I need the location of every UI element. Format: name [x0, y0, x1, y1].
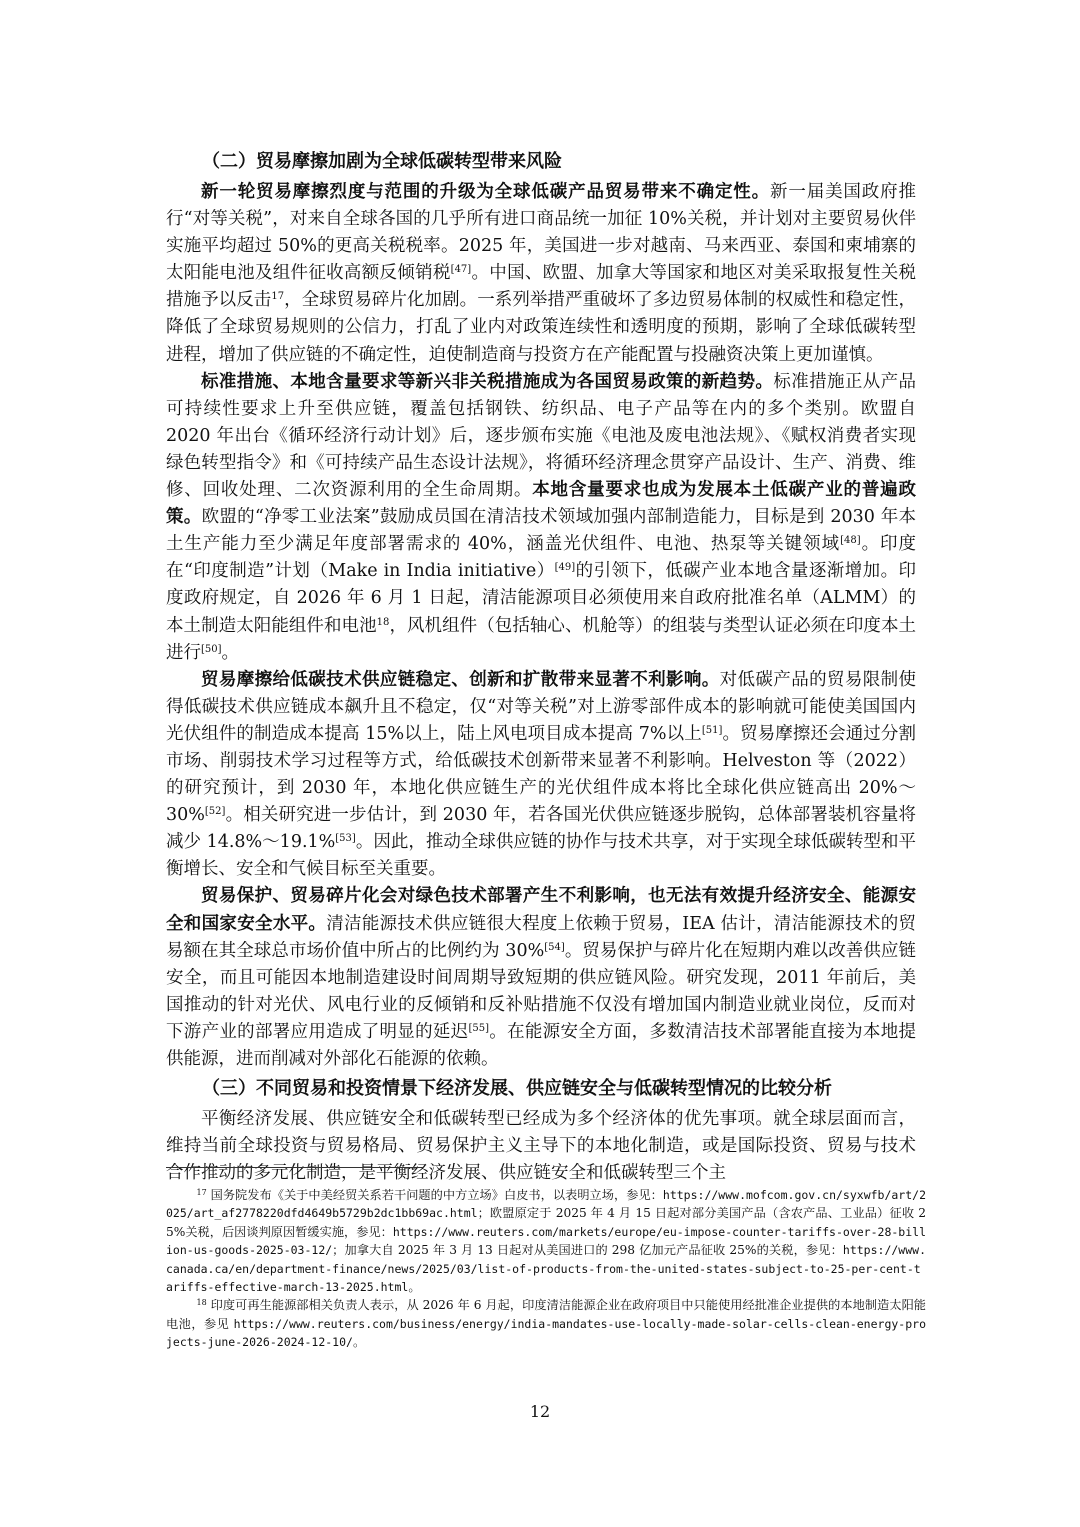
- paragraph-text: 清洁能源技术供应链很大程度上依赖于贸易，IEA 估计，清洁能源技术的贸易额在其全球总市场价值中所占的比例约为 30%: [166, 913, 917, 961]
- citation-ref: [53]: [335, 833, 356, 845]
- paragraph-text: 。因此，推动全球供应链的协作与技术共享，对于实现全球低碳转型和平衡增长、安全和气候目标至关重要。: [166, 832, 916, 880]
- footnote-text: 。: [408, 1280, 421, 1295]
- paragraph-text: 对低碳产品的贸易限制使得低碳技术供应链成本飙升且不稳定，仅“对等关税”对上游零部件成本的影响就可能使美国国内光伏组件的制造成本提高 15%以上，陆上风电项目成本提高 7%以上: [166, 669, 917, 744]
- paragraph-trade-protection: [166, 883, 916, 1073]
- paragraph-text: 的引领下，低碳产业本地含量逐渐增加。印度政府规定，自 2026 年 6 月 1 日起，清洁能源项目必须使用来自政府批准名单（ALMM）的本土制造太阳能组件和电池: [166, 561, 917, 636]
- footnote-ref: 17: [271, 291, 285, 303]
- footnote-url[interactable]: https://www.mofcom.gov.cn/syxwfb/art/2025/art_af2778220dfd4649b5729b2dc1bb69ac.html: [166, 1188, 927, 1221]
- paragraph-text: ，风机组件（包括轴心、机舱等）的组装与类型认证必须在印度本土进行: [166, 615, 917, 663]
- footnote-18: [166, 1296, 926, 1351]
- paragraph-text: 新一届美国政府推行“对等关税”，对来自全球各国的几乎所有进口商品统一加征 10%关税，并计划对主要贸易伙伴实施平均超过 50%的更高关税税率。2025 年，美国进一步对越南、马来西亚、泰国和柬埔寨的太阳能电池及组件征收高额反倾销税: [166, 182, 917, 284]
- bold-lead: 贸易保护、贸易碎片化会对绿色技术部署产生不利影响，也无法有效提升经济安全、能源安全和国家安全水平。: [166, 886, 916, 934]
- paragraph-text: 。相关研究进一步估计，到 2030 年，若各国光伏供应链逐步脱钩，总体部署装机容量将减少 14.8%～19.1%: [166, 805, 916, 853]
- bold-lead: 贸易摩擦给低碳技术供应链稳定、创新和扩散带来显著不利影响。: [201, 669, 720, 690]
- footnote-url[interactable]: https://www.reuters.com/markets/europe/eu-impose-counter-tariffs-over-28-billion-us-goods-2025-03-12/: [166, 1224, 926, 1258]
- footnote-mark: 17: [196, 1188, 207, 1197]
- paragraph-text: 欧盟的“净零工业法案”鼓励成员国在清洁技术领域加强内部制造能力，目标是到 2030 年本土生产能力至少满足年度部署需求的 40%，涵盖光伏组件、电池、热泵等关键领域: [166, 507, 916, 555]
- footnote-17: [166, 1186, 926, 1296]
- paragraph-text: 。印度在“印度制造”计划（Make in India initiative）: [166, 534, 916, 582]
- paragraph-supply-chain-impact: [166, 667, 916, 884]
- footnote-text: 印度可再生能源部相关负责人表示，从 2026 年 6 月起，印度清洁能源企业在政府项目中只能使用经批准企业提供的本地制造太阳能电池，参见: [166, 1298, 926, 1331]
- footnote-text: ；欧盟原定于 2025 年 4 月 15 日起对部分美国产品（含农产品、工业品）征收 25%关税，后因谈判原因暂缓实施，参见：: [166, 1206, 926, 1239]
- footnote-text: 国务院发布《关于中美经贸关系若干问题的中方立场》白皮书，以表明立场，参见：: [210, 1188, 663, 1202]
- section-heading-3: （三）不同贸易和投资情景下经济发展、供应链安全与低碳转型情况的比较分析: [202, 1078, 832, 1100]
- footnote-divider: [166, 1167, 424, 1168]
- citation-ref: [48]: [840, 535, 861, 547]
- citation-ref: [54]: [544, 941, 565, 953]
- footnote-text: 。: [352, 1335, 366, 1350]
- footnote-url[interactable]: https://www.canada.ca/en/department-finance/news/2025/03/list-of-products-from-the-united-states-subject-to-25-per-cent-tariffs-effective-march-13-2025.html: [166, 1243, 926, 1295]
- footnotes: [166, 1186, 926, 1352]
- page-number: 12: [529, 1402, 551, 1421]
- footnote-text: ；加拿大自 2025 年 3 月 13 日起对从美国进口的 298 亿加元产品征收 25%的关税，参见：: [332, 1243, 843, 1258]
- paragraph-trade-friction: [166, 179, 916, 369]
- citation-ref: [51]: [701, 724, 723, 736]
- paragraph-text: 标准措施正从产品可持续性要求上升至供应链，覆盖包括钢铁、纺织品、电子产品等在内的多个类别。欧盟自 2020 年出台《循环经济行动计划》后，逐步颁布实施《电池及废电池法规》、《赋权消费者实现绿色转型指令》和《可持续产品生态设计法规》，将循环经济理念贯穿产品设计、生产、消费、维修、回收处理、二次资源利用的全生命周期。: [166, 371, 917, 501]
- citation-ref: [52]: [204, 806, 226, 818]
- paragraph-scenario-comparison: 平衡经济发展、供应链安全和低碳转型已经成为多个经济体的优先事项。就全球层面而言，维持当前全球投资与贸易格局、贸易保护主义主导下的本地化制造，或是国际投资、贸易与技术合作推动的多元化制造，是平衡经济发展、供应链安全和低碳转型三个主: [166, 1109, 916, 1184]
- bold-lead: 标准措施、本地含量要求等新兴非关税措施成为各国贸易政策的新趋势。: [201, 371, 774, 392]
- footnote-url[interactable]: https://www.reuters.com/business/energy/india-mandates-use-locally-made-solar-cells-clean-energy-projects-june-2026-2024-12-10/: [166, 1316, 926, 1350]
- bold-lead: 新一轮贸易摩擦烈度与范围的升级为全球低碳产品贸易带来不确定性。: [201, 182, 771, 202]
- main-content: [166, 148, 916, 1187]
- bold-lead: 本地含量要求也成为发展本土低碳产业的普遍政策。: [166, 480, 916, 528]
- paragraph-text: 。贸易摩擦还会通过分割市场、削弱技术学习过程等方式，给低碳技术创新带来显著不利影响。Helveston 等（2022）的研究预计，到 2030 年，本地化供应链生产的光伏组件成本将比全球化供应链高出 20%～30%: [166, 723, 916, 826]
- citation-ref: [49]: [554, 562, 576, 574]
- paragraph-text: 。中国、欧盟、加拿大等国家和地区对美采取报复性关税措施予以反击: [166, 263, 916, 311]
- paragraph-text: 。贸易保护与碎片化在短期内难以改善供应链安全，而且可能因本地制造建设时间周期导致短期的供应链风险。研究发现，2011 年前后，美国推动的针对光伏、风电行业的反倾销和反补贴措施不仅没有增加国内制造业就业岗位，反而对下游产业的部署应用造成了明显的延迟: [166, 940, 916, 1042]
- section-heading-2: （二）贸易摩擦加剧为全球低碳转型带来风险: [202, 151, 562, 172]
- citation-ref: [47]: [450, 264, 472, 276]
- paragraph-text: 。在能源安全方面，多数清洁技术部署能直接为本地提供能源，进而削减对外部化石能源的依赖。: [166, 1021, 917, 1069]
- paragraph-non-tariff-measures: [166, 369, 916, 667]
- paragraph-text: ，全球贸易碎片化加剧。一系列举措严重破坏了多边贸易体制的权威性和稳定性，降低了全球贸易规则的公信力，打乱了业内对政策连续性和透明度的预期，影响了全球低碳转型进程，增加了供应链的不确定性，迫使制造商与投资方在产能配置与投融资决策上更加谨慎。: [166, 290, 917, 365]
- paragraph-text: 。: [221, 642, 240, 663]
- citation-ref: [55]: [468, 1022, 489, 1034]
- citation-ref: [50]: [201, 643, 222, 655]
- footnote-mark: 18: [196, 1298, 207, 1308]
- footnote-ref: 18: [376, 616, 390, 628]
